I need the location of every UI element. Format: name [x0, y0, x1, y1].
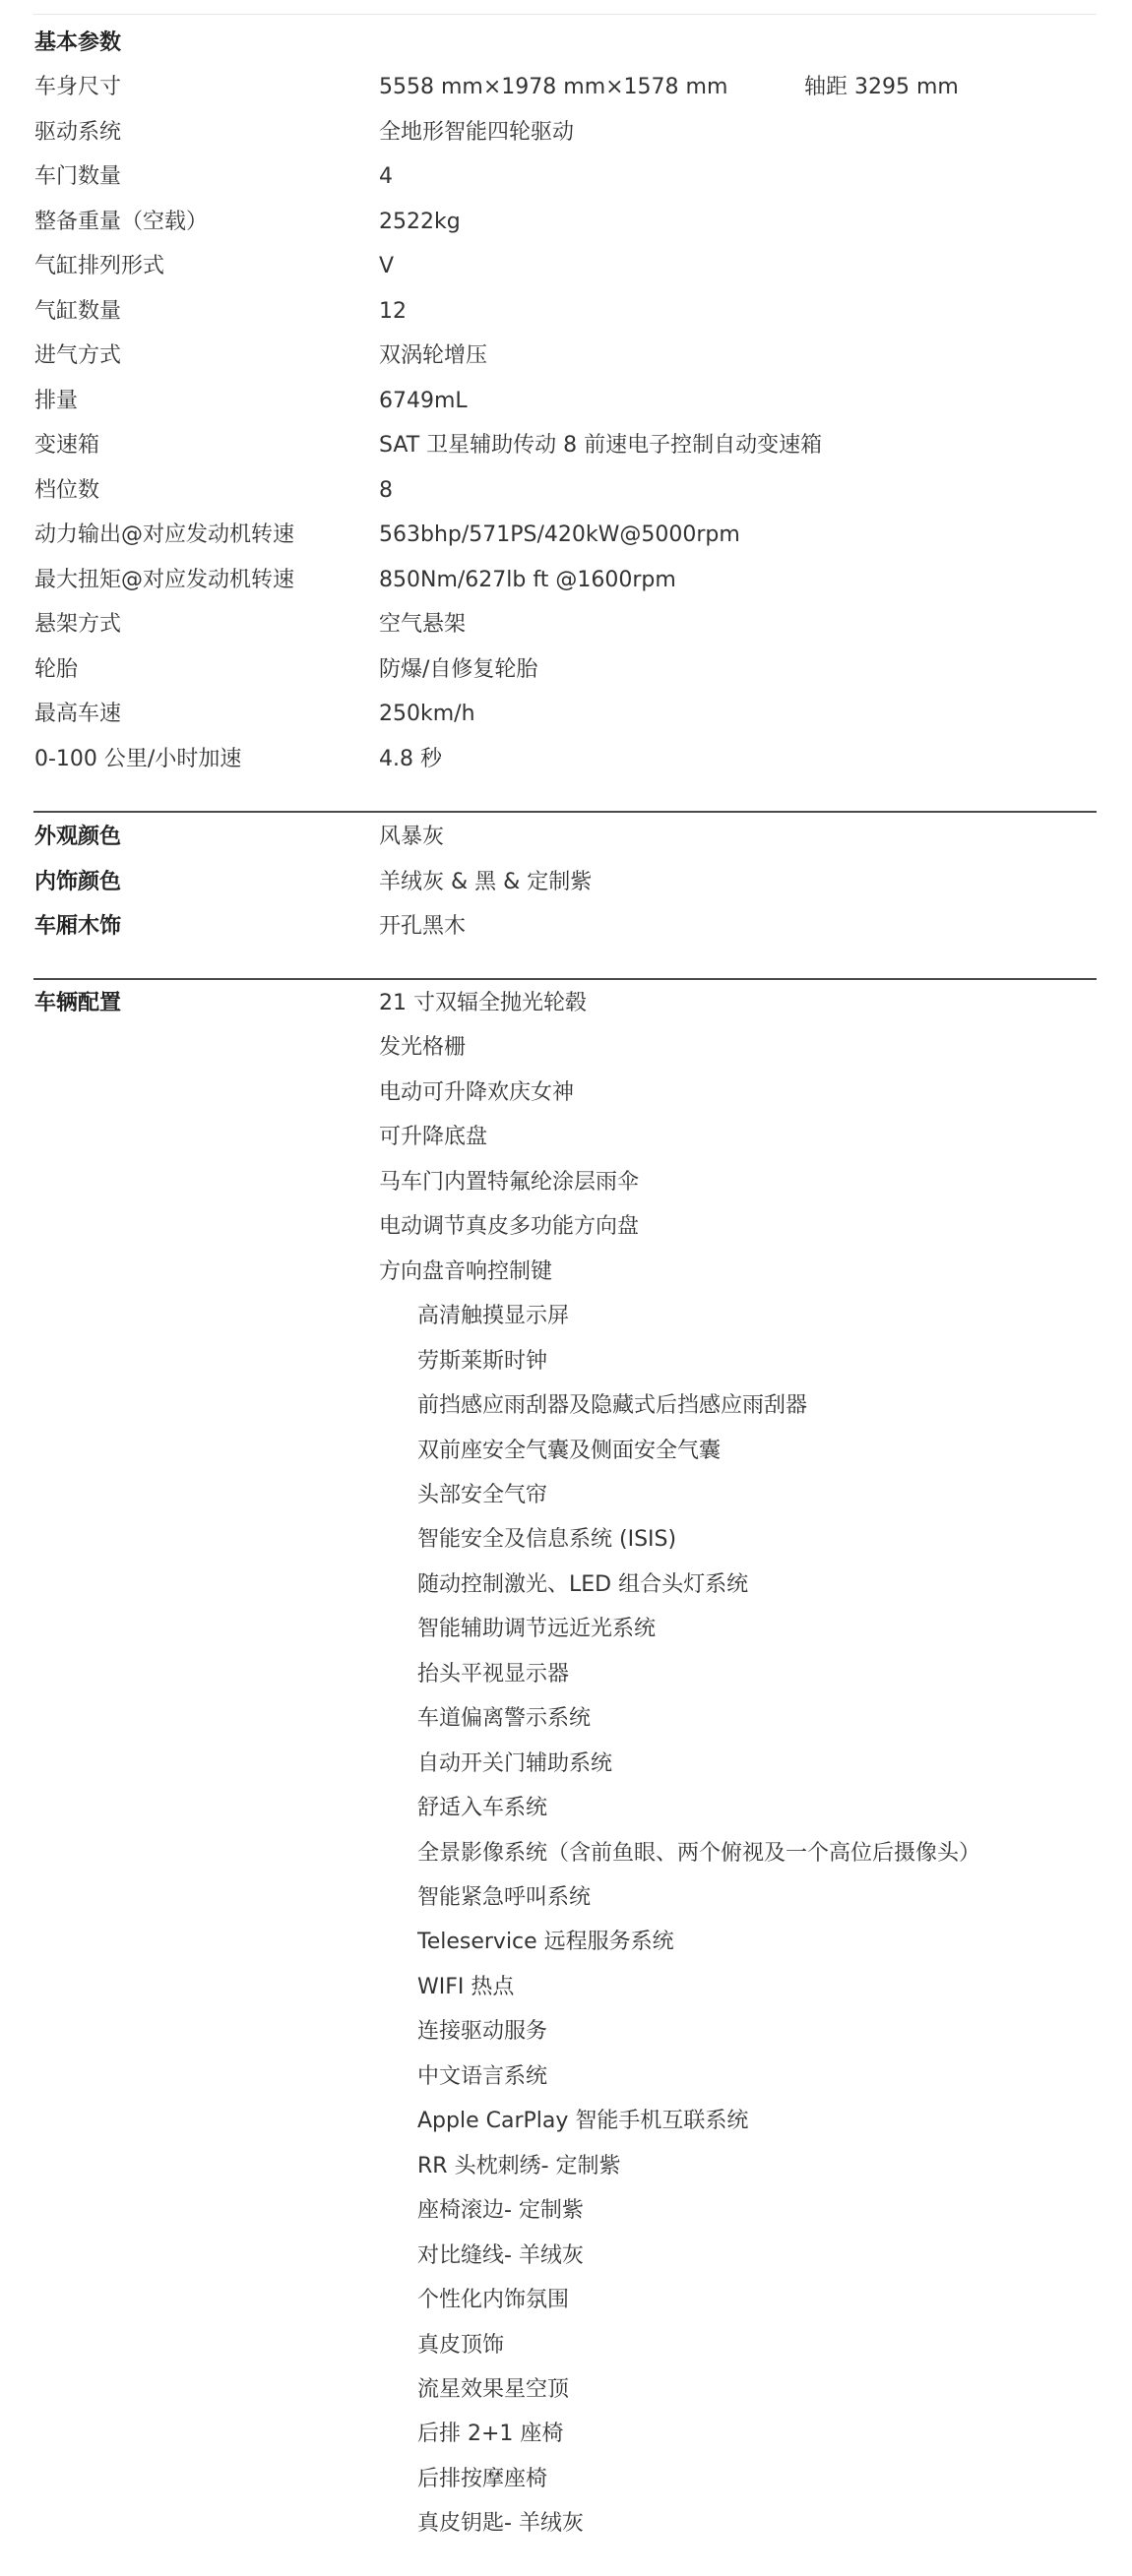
config-sub-item-text: 真皮钥匙- 羊绒灰	[417, 2511, 584, 2537]
spec-label: 驱动系统	[34, 119, 122, 145]
spec-label: 档位数	[34, 477, 100, 503]
spec-label: 最高车速	[34, 702, 122, 726]
spec-label: 排量	[34, 388, 79, 413]
config-sub-item-text: 自动开关门辅助系统	[417, 1750, 613, 1776]
spec-value: 4	[379, 164, 393, 189]
spec-value: 防爆/自修复轮胎	[379, 656, 538, 682]
config-sub-item-text: 高清触摸显示屏	[417, 1304, 570, 1329]
config-sub-item	[0, 1839, 1132, 1883]
color-value: 风暴灰	[379, 825, 445, 849]
color-label: 外观颜色	[34, 825, 122, 849]
config-item	[0, 1123, 1132, 1167]
config-sub-item	[0, 2331, 1132, 2375]
spec-row	[0, 118, 1132, 162]
spec-row	[0, 476, 1132, 521]
config-sub-item-text: 座椅滚边- 定制紫	[417, 2198, 584, 2224]
config-sub-item	[0, 1391, 1132, 1436]
spec-row	[0, 610, 1132, 654]
spec-value: 空气悬架	[379, 612, 467, 637]
config-sub-item-text: 智能安全及信息系统 (ISIS)	[417, 1527, 677, 1553]
config-item	[0, 1257, 1132, 1302]
spec-row	[0, 745, 1132, 789]
spec-value: 6749mL	[379, 388, 468, 413]
color-row	[0, 868, 1132, 912]
config-sub-item	[0, 1883, 1132, 1928]
spec-row	[0, 162, 1132, 207]
config-sub-item-text: 中文语言系统	[417, 2063, 548, 2089]
config-sub-item-text: 个性化内饰氛围	[417, 2288, 570, 2313]
spec-row	[0, 252, 1132, 296]
spec-extra-value: 轴距 3295 mm	[804, 75, 959, 99]
spec-value: 850Nm/627lb ft @1600rpm	[379, 567, 676, 592]
config-item-text: 方向盘音响控制键	[379, 1258, 553, 1284]
spec-value: 5558 mm×1978 mm×1578 mm	[379, 75, 728, 99]
spec-value: 250km/h	[379, 702, 475, 726]
spec-label: 车门数量	[34, 164, 122, 189]
config-sub-item	[0, 1704, 1132, 1748]
config-sub-item	[0, 1481, 1132, 1525]
spec-row	[0, 655, 1132, 700]
spec-label: 动力输出@对应发动机转速	[34, 522, 295, 547]
config-sub-item	[0, 2420, 1132, 2464]
spec-value: 8	[379, 477, 393, 503]
spec-row	[0, 387, 1132, 431]
section-divider-config	[33, 978, 1097, 980]
config-item-text: 电动调节真皮多功能方向盘	[379, 1214, 640, 1240]
spec-row	[0, 208, 1132, 252]
config-sub-item	[0, 2152, 1132, 2196]
config-sub-item	[0, 1347, 1132, 1391]
config-sub-item-text: 双前座安全气囊及侧面安全气囊	[417, 1438, 722, 1463]
config-sub-item-text: 全景影像系统（含前鱼眼、两个俯视及一个高位后摄像头）	[417, 1840, 981, 1866]
config-sub-item-text: Teleservice 远程服务系统	[417, 1930, 674, 1955]
config-item	[0, 989, 1132, 1033]
config-sub-item	[0, 2241, 1132, 2286]
config-sub-item-text: 头部安全气帘	[417, 1482, 548, 1507]
spec-value: 563bhp/571PS/420kW@5000rpm	[379, 522, 740, 547]
spec-row	[0, 566, 1132, 610]
config-sub-item-text: 舒适入车系统	[417, 1796, 548, 1821]
spec-label: 最大扭矩@对应发动机转速	[34, 567, 295, 592]
top-divider	[33, 14, 1097, 15]
config-sub-item	[0, 1928, 1132, 1972]
color-value: 开孔黑木	[379, 914, 467, 939]
spec-value: V	[379, 254, 395, 278]
config-sub-item-text: 对比缝线- 羊绒灰	[417, 2242, 584, 2268]
config-sub-item-text: 智能紧急呼叫系统	[417, 1885, 592, 1910]
config-sub-item-text: 连接驱动服务	[417, 2019, 548, 2045]
config-sub-item-text: 劳斯莱斯时钟	[417, 1348, 548, 1374]
color-value: 羊绒灰 & 黑 & 定制紫	[379, 869, 593, 894]
config-sub-item	[0, 2509, 1132, 2553]
spec-value: 12	[379, 298, 407, 324]
spec-label: 0-100 公里/小时加速	[34, 746, 242, 771]
spec-label: 变速箱	[34, 433, 100, 458]
spec-row	[0, 73, 1132, 117]
config-item	[0, 1168, 1132, 1212]
spec-row	[0, 521, 1132, 565]
config-sub-item	[0, 1437, 1132, 1481]
config-sub-item-text: RR 头枕刺绣- 定制紫	[417, 2153, 621, 2178]
spec-label: 气缸数量	[34, 298, 122, 324]
config-item-text: 电动可升降欢庆女神	[379, 1079, 575, 1105]
config-sub-item	[0, 2062, 1132, 2107]
color-row	[0, 823, 1132, 867]
config-sub-item	[0, 1302, 1132, 1346]
config-sub-item	[0, 2465, 1132, 2509]
config-sub-item	[0, 2107, 1132, 2151]
spec-value: SAT 卫星辅助传动 8 前速电子控制自动变速箱	[379, 433, 823, 458]
config-item	[0, 1078, 1132, 1123]
config-sub-item	[0, 1525, 1132, 1569]
config-sub-item-text: 流星效果星空顶	[417, 2376, 570, 2402]
spec-value: 4.8 秒	[379, 746, 442, 771]
spec-label: 整备重量（空载）	[34, 209, 209, 234]
spec-value: 2522kg	[379, 209, 461, 234]
config-item	[0, 1212, 1132, 1257]
spec-label: 气缸排列形式	[34, 254, 165, 278]
config-item-text: 马车门内置特氟纶涂层雨伞	[379, 1169, 640, 1195]
config-sub-item	[0, 1749, 1132, 1794]
config-sub-item	[0, 1660, 1132, 1704]
color-label: 车厢木饰	[34, 914, 122, 939]
config-sub-item	[0, 2196, 1132, 2240]
config-item	[0, 1033, 1132, 1077]
config-sub-item-text: 智能辅助调节远近光系统	[417, 1617, 657, 1642]
config-sub-item-text: 随动控制激光、LED 组合头灯系统	[417, 1571, 749, 1597]
config-sub-item	[0, 2286, 1132, 2330]
section-divider-colors	[33, 811, 1097, 813]
basic-section-title: 基本参数	[34, 31, 122, 55]
config-sub-item	[0, 1615, 1132, 1659]
config-sub-item-text: 车道偏离警示系统	[417, 1706, 592, 1732]
spec-label: 悬架方式	[34, 612, 122, 637]
config-sub-item	[0, 1794, 1132, 1838]
config-sub-item-text: 抬头平视显示器	[417, 1661, 570, 1687]
config-item-text: 发光格栅	[379, 1035, 467, 1061]
config-sub-item-text: 后排按摩座椅	[417, 2466, 548, 2491]
color-label: 内饰颜色	[34, 869, 122, 894]
spec-label: 轮胎	[34, 656, 79, 682]
config-sub-item	[0, 2375, 1132, 2420]
config-sub-item-text: 真皮顶饰	[417, 2332, 505, 2358]
config-sub-item	[0, 1570, 1132, 1615]
config-sub-item-text: WIFI 热点	[417, 1974, 515, 1999]
config-item-text: 可升降底盘	[379, 1125, 488, 1150]
spec-row	[0, 700, 1132, 744]
spec-label: 车身尺寸	[34, 75, 122, 99]
spec-row	[0, 297, 1132, 341]
config-sub-item-text: 后排 2+1 座椅	[417, 2422, 564, 2447]
spec-row	[0, 341, 1132, 386]
spec-row	[0, 431, 1132, 475]
spec-value: 双涡轮增压	[379, 343, 488, 368]
config-sub-item-text: Apple CarPlay 智能手机互联系统	[417, 2109, 749, 2134]
config-sub-item	[0, 1973, 1132, 2017]
config-sub-item	[0, 2017, 1132, 2061]
config-label: 车辆配置	[34, 991, 122, 1015]
config-item-text: 21 寸双辐全抛光轮毂	[379, 991, 587, 1015]
color-row	[0, 912, 1132, 956]
spec-label: 进气方式	[34, 343, 122, 368]
config-sub-item-text: 前挡感应雨刮器及隐藏式后挡感应雨刮器	[417, 1393, 808, 1419]
spec-value: 全地形智能四轮驱动	[379, 119, 575, 145]
